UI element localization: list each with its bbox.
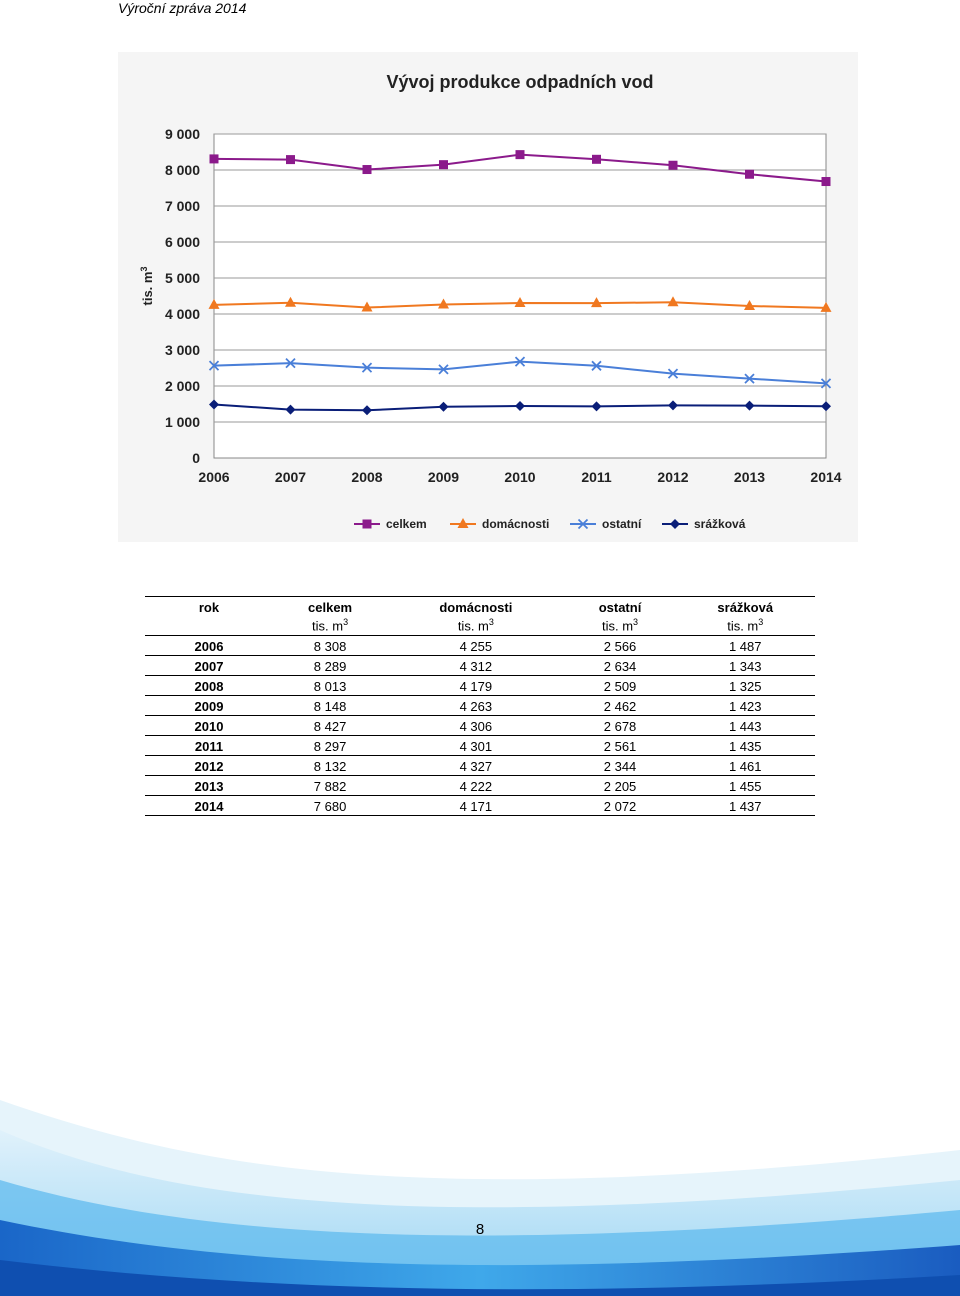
data-point xyxy=(210,154,219,163)
table-cell: 1 443 xyxy=(675,716,815,736)
unit-cell: tis. $m^3$ xyxy=(387,615,564,636)
table-cell: 7 882 xyxy=(273,776,387,796)
unit-cell: tis. $m^3$ xyxy=(273,615,387,636)
x-tick-label: 2007 xyxy=(274,469,307,485)
table-cell: 1 423 xyxy=(675,696,815,716)
header-rok: rok xyxy=(145,597,273,616)
y-tick-label: 6 000 xyxy=(164,234,200,250)
data-point xyxy=(669,161,678,170)
y-tick-label: 5 000 xyxy=(164,270,200,286)
x-tick-label: 2011 xyxy=(581,469,612,485)
legend-marker xyxy=(363,520,372,529)
unit-empty xyxy=(145,615,273,636)
table-cell: 8 148 xyxy=(273,696,387,716)
x-tick-label: 2009 xyxy=(427,469,460,485)
legend-label: domácnosti xyxy=(482,517,550,531)
y-tick-label: 9 000 xyxy=(164,126,200,142)
table-cell-year: 2013 xyxy=(145,776,273,796)
table-row xyxy=(145,796,815,816)
page-number: 8 xyxy=(475,1221,485,1238)
header-srazkova: srážková xyxy=(675,597,815,616)
y-tick-label: 0 xyxy=(192,450,200,466)
table-cell: 7 680 xyxy=(273,796,387,816)
production-table xyxy=(145,596,815,816)
y-axis-label: tis. $m^3$ xyxy=(139,266,155,306)
table-cell: 1 325 xyxy=(675,676,815,696)
table-cell-year: 2007 xyxy=(145,656,273,676)
x-tick-label: 2008 xyxy=(351,469,383,485)
table-cell: 2 072 xyxy=(565,796,676,816)
unit-cell: tis. $m^3$ xyxy=(565,615,676,636)
table-cell: 4 263 xyxy=(387,696,564,716)
table-cell: 4 306 xyxy=(387,716,564,736)
table-cell: 2 634 xyxy=(565,656,676,676)
table-cell: 2 561 xyxy=(565,736,676,756)
table-cell: 2 205 xyxy=(565,776,676,796)
table-cell: 1 435 xyxy=(675,736,815,756)
y-tick-label: 7 000 xyxy=(164,198,200,214)
table-row xyxy=(145,776,815,796)
table-cell: 1 455 xyxy=(675,776,815,796)
table-cell: 4 327 xyxy=(387,756,564,776)
y-tick-label: 3 000 xyxy=(164,342,200,358)
table-cell-year: 2009 xyxy=(145,696,273,716)
table-cell: 1 487 xyxy=(675,636,815,656)
table-cell: 8 013 xyxy=(273,676,387,696)
data-point xyxy=(286,155,295,164)
table-cell: 4 171 xyxy=(387,796,564,816)
table-cell-year: 2010 xyxy=(145,716,273,736)
header-celkem: celkem xyxy=(273,597,387,616)
data-point xyxy=(745,170,754,179)
header-ostatni: ostatní xyxy=(565,597,676,616)
table-row xyxy=(145,636,815,656)
table-cell: 2 344 xyxy=(565,756,676,776)
y-tick-label: 1 000 xyxy=(164,414,200,430)
table-row xyxy=(145,676,815,696)
unit-cell: tis. $m^3$ xyxy=(675,615,815,636)
data-point xyxy=(439,160,448,169)
table-cell: 4 301 xyxy=(387,736,564,756)
table-cell-year: 2014 xyxy=(145,796,273,816)
document-header: Výroční zpráva 2014 xyxy=(118,0,247,16)
table-cell: 8 297 xyxy=(273,736,387,756)
chart-svg xyxy=(118,52,858,542)
table-cell: 1 461 xyxy=(675,756,815,776)
table-cell: 2 566 xyxy=(565,636,676,656)
table-header-row xyxy=(145,597,815,616)
header-domacnosti: domácnosti xyxy=(387,597,564,616)
table-cell: 8 308 xyxy=(273,636,387,656)
table-cell: 1 343 xyxy=(675,656,815,676)
table-cell: 8 132 xyxy=(273,756,387,776)
table-cell: 1 437 xyxy=(675,796,815,816)
table-row xyxy=(145,756,815,776)
table-cell: 4 179 xyxy=(387,676,564,696)
y-tick-label: 2 000 xyxy=(164,378,200,394)
y-tick-label: 4 000 xyxy=(164,306,200,322)
table-cell: 8 289 xyxy=(273,656,387,676)
chart-title: Vývoj produkce odpadních vod xyxy=(386,72,654,92)
production-chart xyxy=(118,52,858,542)
table-cell: 2 678 xyxy=(565,716,676,736)
table-cell: 2 509 xyxy=(565,676,676,696)
decorative-wave-footer xyxy=(0,1060,960,1296)
table-row xyxy=(145,736,815,756)
legend-label: srážková xyxy=(694,517,746,531)
table-cell: 4 255 xyxy=(387,636,564,656)
table-cell-year: 2012 xyxy=(145,756,273,776)
table-cell: 4 312 xyxy=(387,656,564,676)
table-cell: 2 462 xyxy=(565,696,676,716)
table-cell: 4 222 xyxy=(387,776,564,796)
x-tick-label: 2006 xyxy=(198,469,230,485)
table-units-row xyxy=(145,615,815,636)
y-tick-label: 8 000 xyxy=(164,162,200,178)
table-cell-year: 2008 xyxy=(145,676,273,696)
x-tick-label: 2013 xyxy=(733,469,766,485)
legend-label: celkem xyxy=(386,517,427,531)
table-row xyxy=(145,696,815,716)
table-row xyxy=(145,656,815,676)
table-cell-year: 2006 xyxy=(145,636,273,656)
legend-label: ostatní xyxy=(602,517,642,531)
x-tick-label: 2014 xyxy=(810,469,842,485)
table-row xyxy=(145,716,815,736)
x-tick-label: 2012 xyxy=(657,469,689,485)
x-tick-label: 2010 xyxy=(504,469,536,485)
data-point xyxy=(363,165,372,174)
data-point xyxy=(592,155,601,164)
table-cell: 8 427 xyxy=(273,716,387,736)
data-point xyxy=(516,150,525,159)
table-cell-year: 2011 xyxy=(145,736,273,756)
data-point xyxy=(822,177,831,186)
